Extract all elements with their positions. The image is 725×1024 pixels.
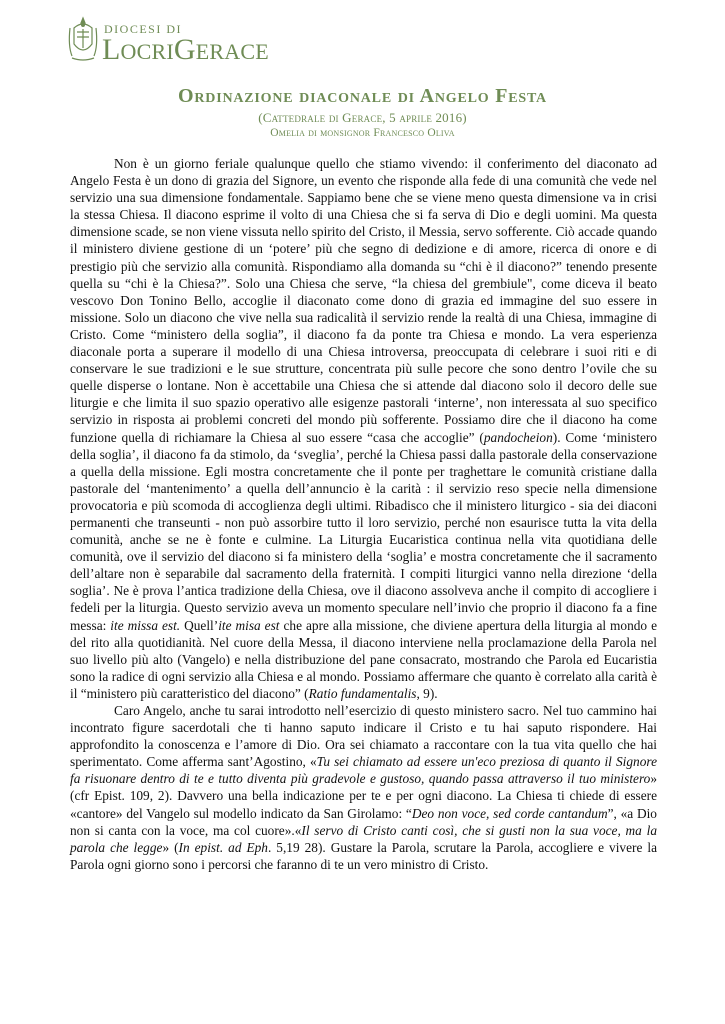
document-subtitle: (Cattedrale di Gerace, 5 aprile 2016) xyxy=(258,110,467,125)
document-author: Omelia di monsignor Francesco Oliva xyxy=(270,127,455,139)
logo-main-text: LOCRIGERACE xyxy=(102,33,269,66)
document-title: Ordinazione diaconale di Angelo Festa xyxy=(178,85,547,107)
paragraph-2: Caro Angelo, anche tu sarai introdotto nell’esercizio di questo ministero sacro. Nel tuo cammino hai incontrato figure sacerdotali che ti hanno saputo indicare il Cristo e tu hai saputo rispondere. Hai approfondito la conoscenza e l’amore di Dio. Ora sei chiamato a raccontare con la tua vita quello che hai sperimentato. Come afferma sant’Agostino, «Tu sei chiamato ad essere un'eco preziosa di quanto il Signore fa risuonare dentro di te e tutto diventa più gradevole e gustoso, quando passa attraverso il tuo ministero» (cfr Epist. 109, 2). Davvero una bella indicazione per te e per ogni diacono. La Chiesa ti chiede di essere «cantore» del Vangelo sul modello indicato da San Girolamo: “Deo non voce, sed corde cantandum”, «a Dio non si canta con la voce, ma col cuore».«Il servo di Cristo canti così, che si gusti non la sua voce, ma la parola che legge» (In epist. ad Eph. 5,19 28). Gustare la Parola, scrutare la Parola, accogliere e vivere la Parola ogni giorno sono i percorsi che faranno di te un vero ministro di Cristo. xyxy=(70,703,658,872)
logo-top-text: DIOCESI DI xyxy=(104,22,182,36)
paragraph-1: Non è un giorno feriale qualunque quello che stiamo vivendo: il conferimento del diaconato ad Angelo Festa è un dono di grazia del Signore, un evento che risponde alla fede di una comunità che vede nel servizio una sua dimensione fondamentale. Sappiamo bene che se viene meno questa dimensione va in crisi la stessa Chiesa. Il diacono esprime il volto di una Chiesa che si fa serva di Dio e degli uomini. Ma questa dimensione scade, se non viene vissuta nello spirito del Cristo, il Messia, servo sofferente. Ciò accade quando il ministero diviene gestione di un ‘potere’ più che segno di dedizione e di amore, ricerca di onore e di prestigio più che servizio alla comunità. Rispondiamo alla domanda su “chi è il diacono?” tenendo presente quella su “chi è la Chiesa?”. Solo una Chiesa che serve, “la chiesa del grembiule", come diceva il beato vescovo Don Tonino Bello, accoglie il diaconato come dono di grazia ed immagine del suo essere in missione. Solo un diacono che vive nella sua radicalità il servizio rende la realtà di una Chiesa, immagine di Cristo. Come “ministero della soglia”, il diacono fa da ponte tra Chiesa e mondo. La vera esperienza diaconale porta a superare il modello di una Chiesa introversa, preoccupata di celebrare i suoi riti e di conservare le sue tradizioni e le sue strutture, concentrata più sulle pecore che sono dentro l’ovile che su quelle disperse o lontane. Non è accettabile una Chiesa che si attende dal diacono solo il decoro delle sue liturgie e che limita il suo spazio operativo alle esigenze pastorali ‘interne’, non interessata al suo specifico servizio in risposta ai problemi concreti del mondo più sofferente. Possiamo dire che il diacono ha come funzione quella di richiamare la Chiesa al suo essere “casa che accoglie” (pandocheion). Come ‘ministero della soglia’, il diacono fa da stimolo, da ‘sveglia’, perché la Chiesa passi dalla pastorale della conservazione a quella della missione. Egli mostra concretamente che il ponte per traghettare le comunità cristiane dalla pastorale del ‘mantenimento’ a quella dell’annuncio è la carità : il servizio reso specie nella dimensione provocatoria e più scomoda di accoglienza degli ultimi. Ribadisco che il ministero liturgico - sia dei diaconi permanenti che transeunti - non può assorbire tutto il loro servizio, perché non esaurisce tutta la vita della comunità, anche se ne è fonte e culmine. La Liturgia Eucaristica continua nella vita quotidiana delle comunità, ove il servizio del diacono si fa ministero della ‘soglia’ e mostra concretamente che il sacramento dell’altare non è separabile dal sacramento della fraternità. I compiti liturgici vanno nella direzione ‘della soglia’. Ne è prova l’antica tradizione della Chiesa, ove il diacono assolveva anche il compito di accogliere i fedeli per la liturgia. Questo servizio aveva un momento speculare nell’invio che proprio il diacono fa a fine messa: ite missa est. Quell’ite misa est che apre alla missione, che diviene apertura della liturgia al mondo e del rito alla quotidianità. Nel cuore della Messa, il diacono interviene nella proclamazione della Parola nel suo livello più alto (Vangelo) e nella distribuzione del pane consacrato, mostrando che Parola ed Eucaristia sono la radice di ogni servizio alla Chiesa e al mondo. Possiamo affermare che quanto è correlato alla carità è il “ministero più caratteristico del diacono” (Ratio fundamentalis, 9). xyxy=(70,156,657,701)
diocese-logo xyxy=(66,16,269,66)
homily-text xyxy=(70,155,657,873)
title-block xyxy=(0,84,725,141)
crest-icon xyxy=(66,16,100,64)
